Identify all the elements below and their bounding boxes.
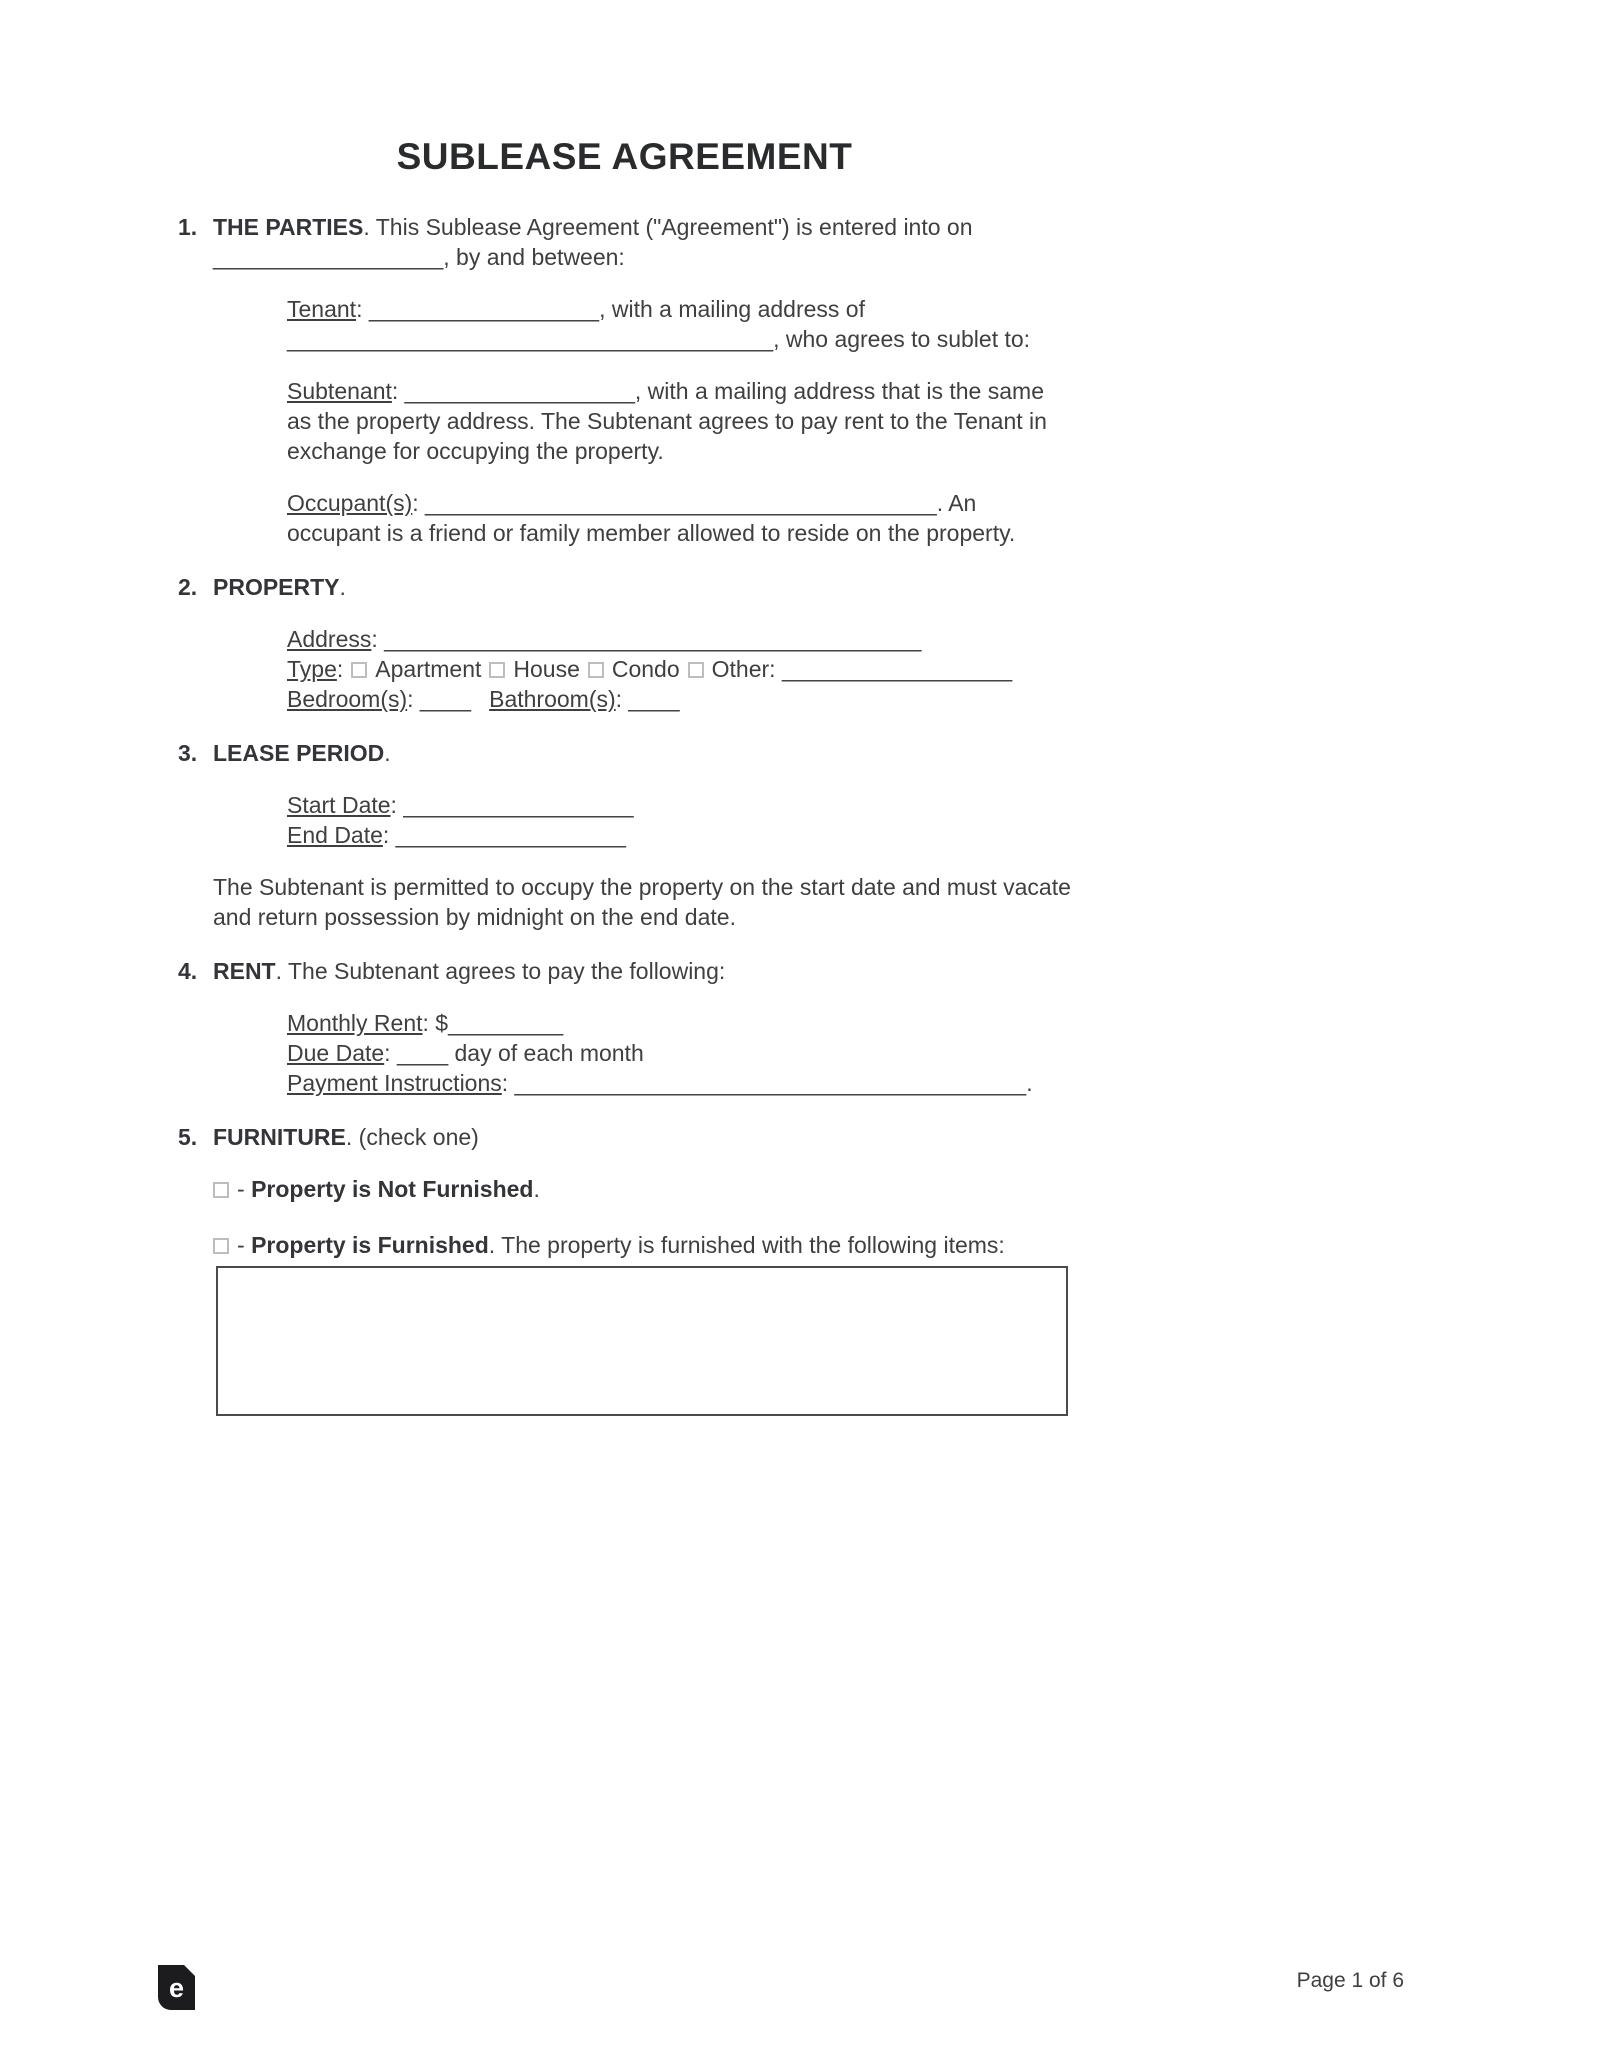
section-2-period: . [339,574,346,600]
section-3-period: . [384,740,391,766]
house-label: House [513,656,580,682]
subtenant-text: : __________________, with a mailing address that is the same as the property address. The Subtenant agrees to pay rent to the Tenant in exchange for occupying the property. [287,378,1047,464]
not-furnished-period: . [533,1176,540,1202]
end-date-line [287,820,1071,850]
section-1-text [213,212,1071,272]
section-3-number: 3. [178,740,198,766]
start-date-label: Start Date [287,792,391,818]
furnished-label: Property is Furnished [251,1232,489,1258]
document-content [178,136,1071,1416]
end-date-blank: : __________________ [382,822,626,848]
occupants-label: Occupant(s) [287,490,413,516]
end-date-label: End Date [287,822,383,848]
rooms-line [287,684,1071,714]
monthly-rent-line [287,1008,1071,1038]
payment-instructions-label: Payment Instructions [287,1070,502,1096]
section-lease-period [178,738,1071,768]
type-label: Type [287,656,337,682]
section-1-heading: THE PARTIES [213,214,364,240]
section-5-text [213,1122,1071,1152]
start-date-line [287,790,1071,820]
occupants-clause [287,488,1071,548]
lease-dates [287,790,1071,850]
section-4-intro: . The Subtenant agrees to pay the following: [275,958,726,984]
property-details [287,624,1071,714]
logo-fold-icon [184,1965,195,1976]
lease-period-paragraph: The Subtenant is permitted to occupy the property on the start date and must vacate and return possession by midnight on the end date. [213,874,1071,930]
start-date-blank: : __________________ [390,792,634,818]
due-date-blank: : ____ day of each month [384,1040,644,1066]
section-5-number: 5. [178,1124,198,1150]
other-blank: __________________ [781,656,1013,682]
other-label: Other: [711,656,776,682]
bathrooms-blank: : ____ [615,686,680,712]
section-5-check-one: . (check one) [345,1124,479,1150]
address-line [287,624,1071,654]
subtenant-clause [287,376,1071,466]
furnished-option [213,1230,1071,1260]
section-1-intro: . This Sublease Agreement ("Agreement") is entered into on __________________, by and between: [213,214,973,270]
eforms-logo [158,1965,195,2010]
bedrooms-blank: : ____ [407,686,472,712]
monthly-rent-label: Monthly Rent [287,1010,423,1036]
section-4-text [213,956,1071,986]
due-date-line [287,1038,1071,1068]
subtenant-label: Subtenant [287,378,392,404]
bedrooms-label: Bedroom(s) [287,686,408,712]
not-furnished-dash: - [237,1176,245,1202]
not-furnished-label: Property is Not Furnished [251,1176,534,1202]
payment-instructions-blank: : ________________________________________. [501,1070,1033,1096]
section-1-number: 1. [178,214,198,240]
furnished-text: . The property is furnished with the following items: [488,1232,1005,1258]
type-line [287,654,1071,684]
section-furniture [178,1122,1071,1152]
section-4-number: 4. [178,958,198,984]
section-4-heading: RENT [213,958,276,984]
house-checkbox[interactable] [489,662,505,678]
tenant-clause [287,294,1071,354]
logo-letter: e [168,1973,185,2003]
section-the-parties [178,212,1071,272]
not-furnished-checkbox[interactable] [213,1182,229,1198]
section-2-number: 2. [178,574,198,600]
occupants-text: : ________________________________________. An occupant is a friend or family member allowed to reside on the property. [287,490,1016,546]
rent-details [287,1008,1071,1098]
due-date-label: Due Date [287,1040,385,1066]
page-number: Page 1 of 6 [1296,1969,1404,1992]
apartment-label: Apartment [375,656,482,682]
type-colon: : [336,656,344,682]
condo-checkbox[interactable] [588,662,604,678]
apartment-checkbox[interactable] [351,662,367,678]
furnished-checkbox[interactable] [213,1238,229,1254]
monthly-rent-blank: : $_________ [422,1010,564,1036]
section-3-text [213,738,1071,768]
address-blank: : __________________________________________ [371,626,922,652]
section-5-heading: FURNITURE [213,1124,346,1150]
condo-label: Condo [611,656,680,682]
not-furnished-option [213,1174,1071,1204]
bathrooms-label: Bathroom(s) [489,686,616,712]
tenant-text: : __________________, with a mailing address of ______________________________________, who agrees to sublet to: [287,296,1031,352]
section-rent [178,956,1071,986]
section-3-heading: LEASE PERIOD [213,740,385,766]
section-2-heading: PROPERTY [213,574,340,600]
tenant-label: Tenant [287,296,357,322]
section-property [178,572,1071,602]
address-label: Address [287,626,372,652]
furnished-items-box[interactable] [216,1266,1068,1416]
other-checkbox[interactable] [688,662,704,678]
page-title: SUBLEASE AGREEMENT [396,136,853,177]
payment-instructions-line [287,1068,1071,1098]
section-2-text [213,572,1071,602]
furnished-dash: - [237,1232,245,1258]
